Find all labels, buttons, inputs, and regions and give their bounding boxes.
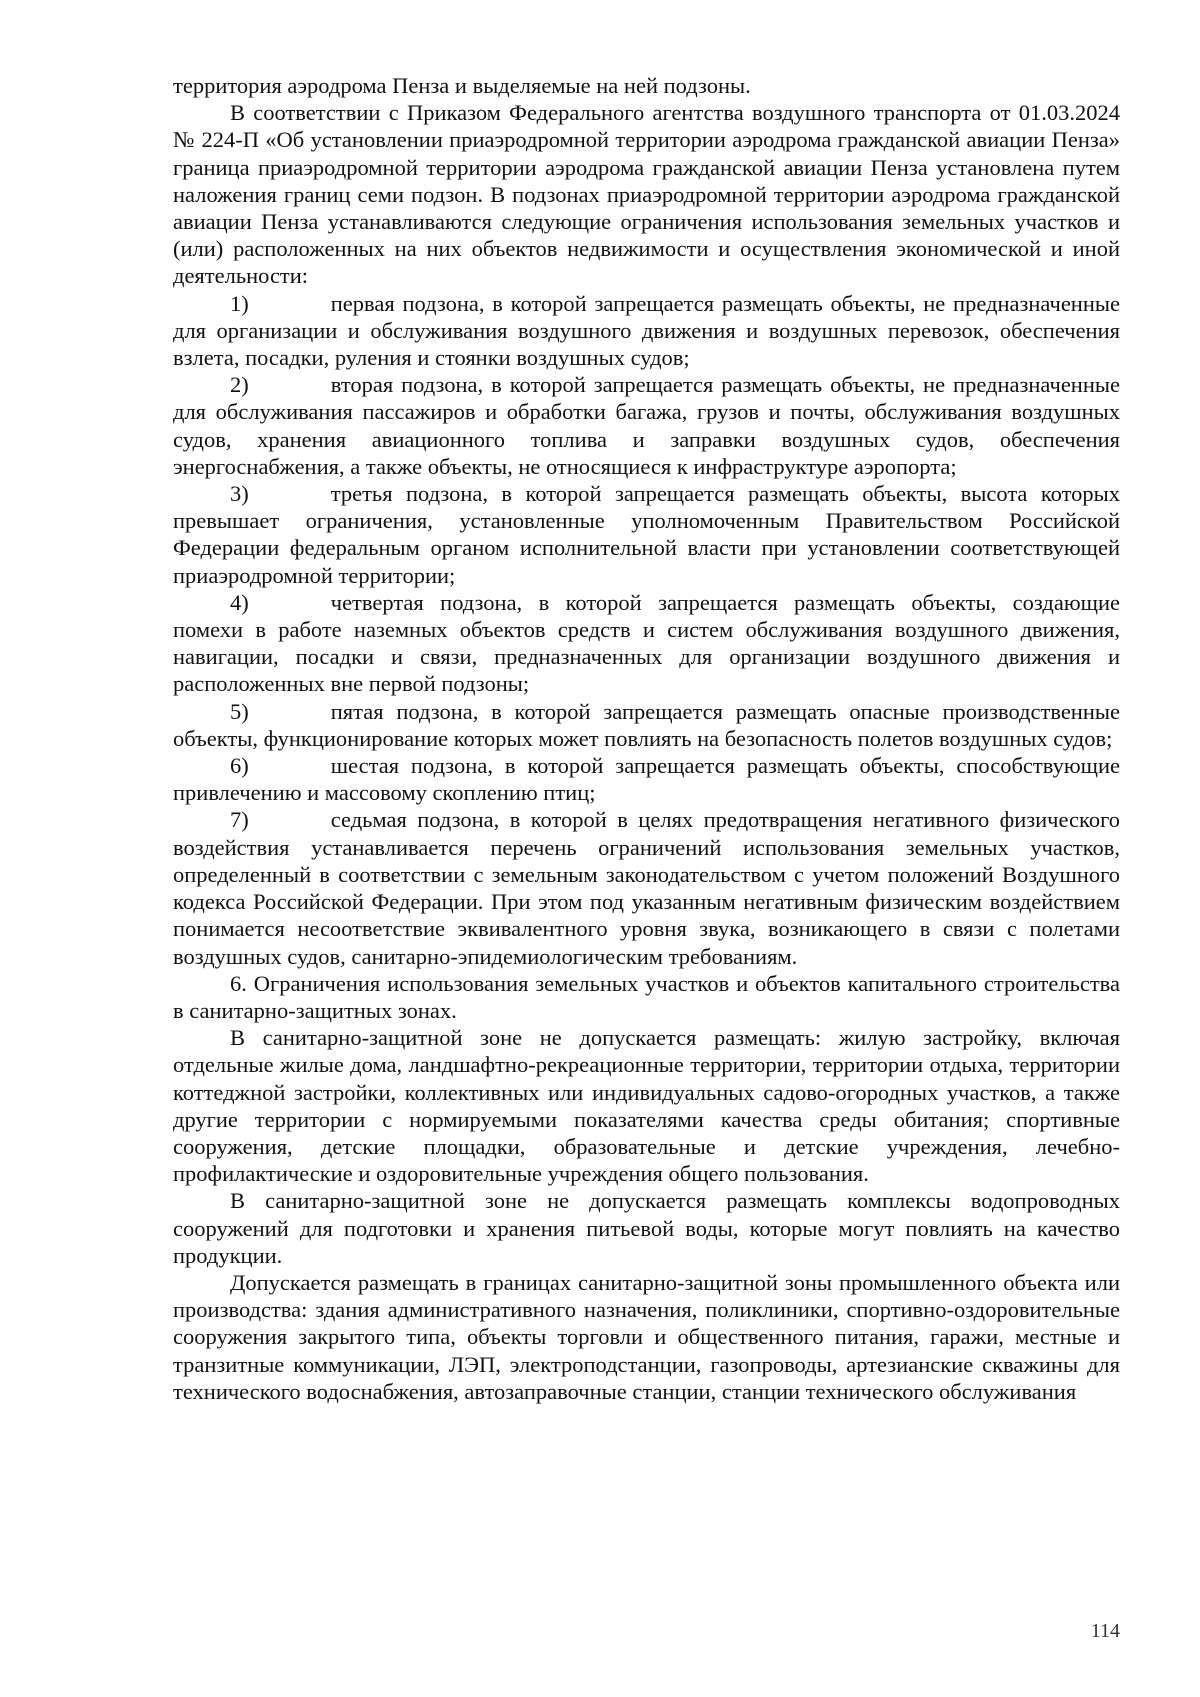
list-item-text: шестая подзона, в которой запрещается размещать объекты, способствующие привлечению и массовому скоплению птиц; [173,753,1120,806]
page-number: 114 [1090,1620,1120,1642]
list-item-subzone-2 [173,371,1120,480]
paragraph-water-facilities: В санитарно-защитной зоне не допускается размещать комплексы водопроводных сооружений для подготовки и хранения питьевой воды, которые могут повлиять на качество продукции. [173,1188,1120,1268]
list-item-text: вторая подзона, в которой запрещается размещать объекты, не предназначенные для обслуживания пассажиров и обработки багажа, грузов и почты, обслуживания воздушных судов, хранения авиационного топлива и заправки воздушных судов, обеспечения энергоснабжения, а также объекты, не относящиеся к инфраструктуре аэропорта; [173,372,1120,479]
list-item-number: 3) [230,481,249,507]
list-item-subzone-7 [173,806,1120,969]
list-item-subzone-5 [173,698,1120,752]
list-item-number: 6) [230,753,249,779]
list-item-subzone-4 [173,589,1120,698]
paragraph-order-reference: В соответствии с Приказом Федерального агентства воздушного транспорта от 01.03.2024 № 224-П «Об установлении приаэродромной территории аэродрома гражданской авиации Пенза» граница приаэродромной территории аэродрома гражданской авиации Пенза установлена путем наложения границ семи подзон. В подзонах приаэродромной территории аэродрома гражданской авиации Пенза устанавливаются следующие ограничения использования земельных участков и (или) расположенных на них объектов недвижимости и осуществления экономической и иной деятельности: [173,100,1120,289]
list-item-number: 5) [230,698,249,724]
list-item-text: пятая подзона, в которой запрещается размещать опасные производственные объекты, функционирование которых может повлиять на безопасность полетов воздушных судов; [173,698,1120,751]
list-item-text: третья подзона, в которой запрещается размещать объекты, высота которых превышает ограничения, установленные уполномоченным Правительством Российской Федерации федеральным органом исполнительной власти при установлении соответствующей приаэродромной территории; [173,481,1120,588]
document-body [173,72,1120,1405]
list-item-number: 1) [230,290,249,316]
list-item-text: седьмая подзона, в которой в целях предотвращения негативного физического воздействия устанавливается перечень ограничений использования земельных участков, определенный в соответствии с земельным законодательством с учетом положений Воздушного кодекса Российской Федерации. При этом под указанным негативным физическим воздействием понимается несоответствие эквивалентного уровня звука, возникающего в связи с полетами воздушных судов, санитарно-эпидемиологическим требованиям. [173,807,1120,969]
paragraph-sanitary-prohibitions: В санитарно-защитной зоне не допускается размещать: жилую застройку, включая отдельные жилые дома, ландшафтно-рекреационные территории, территории отдыха, территории коттеджной застройки, коллективных или индивидуальных садово-огородных участков, а также другие территории с нормируемыми показателями качества среды обитания; спортивные сооружения, детские площадки, образовательные и детские учреждения, лечебно-профилактические и оздоровительные учреждения общего пользования. [173,1025,1120,1187]
list-item-subzone-1 [173,290,1120,372]
list-item-number: 2) [230,372,249,398]
paragraph-intro-line: территория аэродрома Пенза и выделяемые на ней подзоны. [173,73,751,98]
list-item-number: 4) [230,589,249,615]
list-item-text: первая подзона, в которой запрещается размещать объекты, не предназначенные для организации и обслуживания воздушного движения и воздушных перевозок, обеспечения взлета, посадки, руления и стоянки воздушных судов; [173,290,1120,371]
list-item-subzone-3 [173,480,1120,589]
list-item-text: четвертая подзона, в которой запрещается размещать объекты, создающие помехи в работе наземных объектов средств и систем обслуживания воздушного движения, навигации, посадки и связи, предназначенных для организации воздушного движения и расположенных вне первой подзоны; [173,589,1120,697]
section-heading-sanitary-zones: 6. Ограничения использования земельных участков и объектов капитального строительства в санитарно-защитных зонах. [173,970,1120,1023]
list-item-subzone-6 [173,752,1120,806]
list-item-number: 7) [230,807,249,833]
paragraph-permitted-objects: Допускается размещать в границах санитарно-защитной зоны промышленного объекта или производства: здания административного назначения, поликлиники, спортивно-оздоровительные сооружения закрытого типа, объекты торговли и общественного питания, гаражи, местные и транзитные коммуникации, ЛЭП, электроподстанции, газопроводы, артезианские скважины для технического водоснабжения, автозаправочные станции, станции технического обслуживания [173,1269,1120,1404]
